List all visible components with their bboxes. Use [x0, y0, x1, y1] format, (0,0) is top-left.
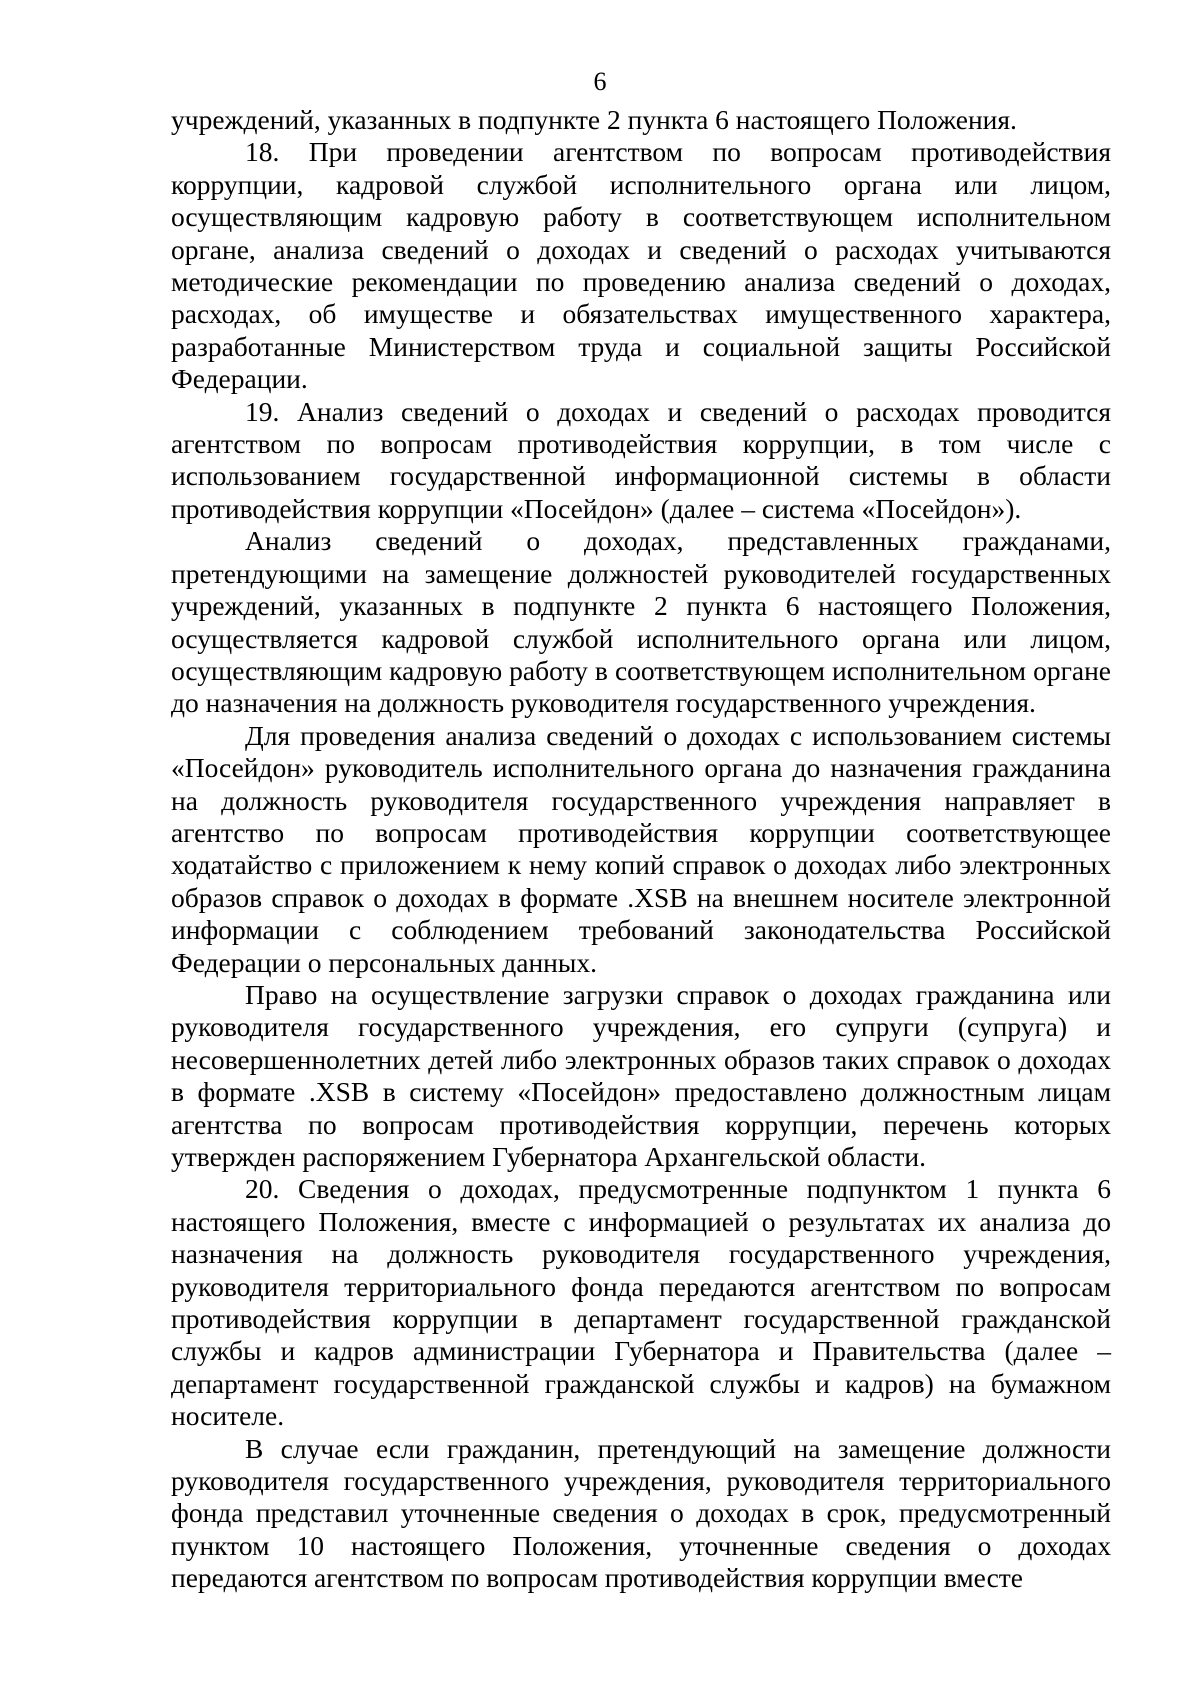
- paragraph-item-20: 20. Сведения о доходах, предусмотренные подпунктом 1 пункта 6 настоящего Положения, вместе с информацией о результатах их анализа до назначения на должность руководителя государственного учреждения, руководителя территориального фонда передаются агентством по вопросам противодействия коррупции в департамент государственной гражданской службы и кадров администрации Губернатора и Правительства (далее – департамент государственной гражданской службы и кадров) на бумажном носителе.: [171, 1173, 1111, 1432]
- paragraph-continuation: учреждений, указанных в подпункте 2 пункта 6 настоящего Положения.: [171, 104, 1017, 135]
- page-number: 6: [593, 67, 607, 96]
- document-body: [171, 104, 1111, 1595]
- paragraph-upload-rights: Право на осуществление загрузки справок о доходах гражданина или руководителя государственного учреждения, его супруги (супруга) и несовершеннолетних детей либо электронных образов таких справок о доходах в формате .XSB в систему «Посейдон» предоставлено должностным лицам агентства по вопросам противодействия коррупции, перечень которых утвержден распоряжением Губернатора Архангельской области.: [171, 978, 1111, 1172]
- paragraph-poseidon-request: Для проведения анализа сведений о доходах с использованием системы «Посейдон» руководитель исполнительного органа до назначения гражданина на должность руководителя государственного учреждения направляет в агентство по вопросам противодействия коррупции соответствующее ходатайство с приложением к нему копий справок о доходах либо электронных образов справок о доходах в формате .XSB на внешнем носителе электронной информации с соблюдением требований законодательства Российской Федерации о персональных данных.: [171, 719, 1111, 978]
- paragraph-item-19: 19. Анализ сведений о доходах и сведений о расходах проводится агентством по вопросам противодействия коррупции, в том числе с использованием государственной информационной системы в области противодействия коррупции «Посейдон» (далее – система «Посейдон»).: [171, 395, 1111, 524]
- paragraph-corrected-info: В случае если гражданин, претендующий на замещение должности руководителя государственного учреждения, руководителя территориального фонда представил уточненные сведения о доходах в срок, предусмотренный пунктом 10 настоящего Положения, уточненные сведения о доходах передаются агентством по вопросам противодействия коррупции вместе: [171, 1432, 1111, 1594]
- paragraph-item-18: 18. При проведении агентством по вопросам противодействия коррупции, кадровой службой исполнительного органа или лицом, осуществляющим кадровую работу в соответствующем исполнительном органе, анализа сведений о доходах и сведений о расходах учитываются методические рекомендации по проведению анализа сведений о доходах, расходах, об имуществе и обязательствах имущественного характера, разработанные Министерством труда и социальной защиты Российской Федерации.: [171, 136, 1111, 395]
- paragraph-analysis-candidates: Анализ сведений о доходах, представленных гражданами, претендующими на замещение должностей руководителей государственных учреждений, указанных в подпункте 2 пункта 6 настоящего Положения, осуществляется кадровой службой исполнительного органа или лицом, осуществляющим кадровую работу в соответствующем исполнительном органе до назначения на должность руководителя государственного учреждения.: [171, 525, 1111, 719]
